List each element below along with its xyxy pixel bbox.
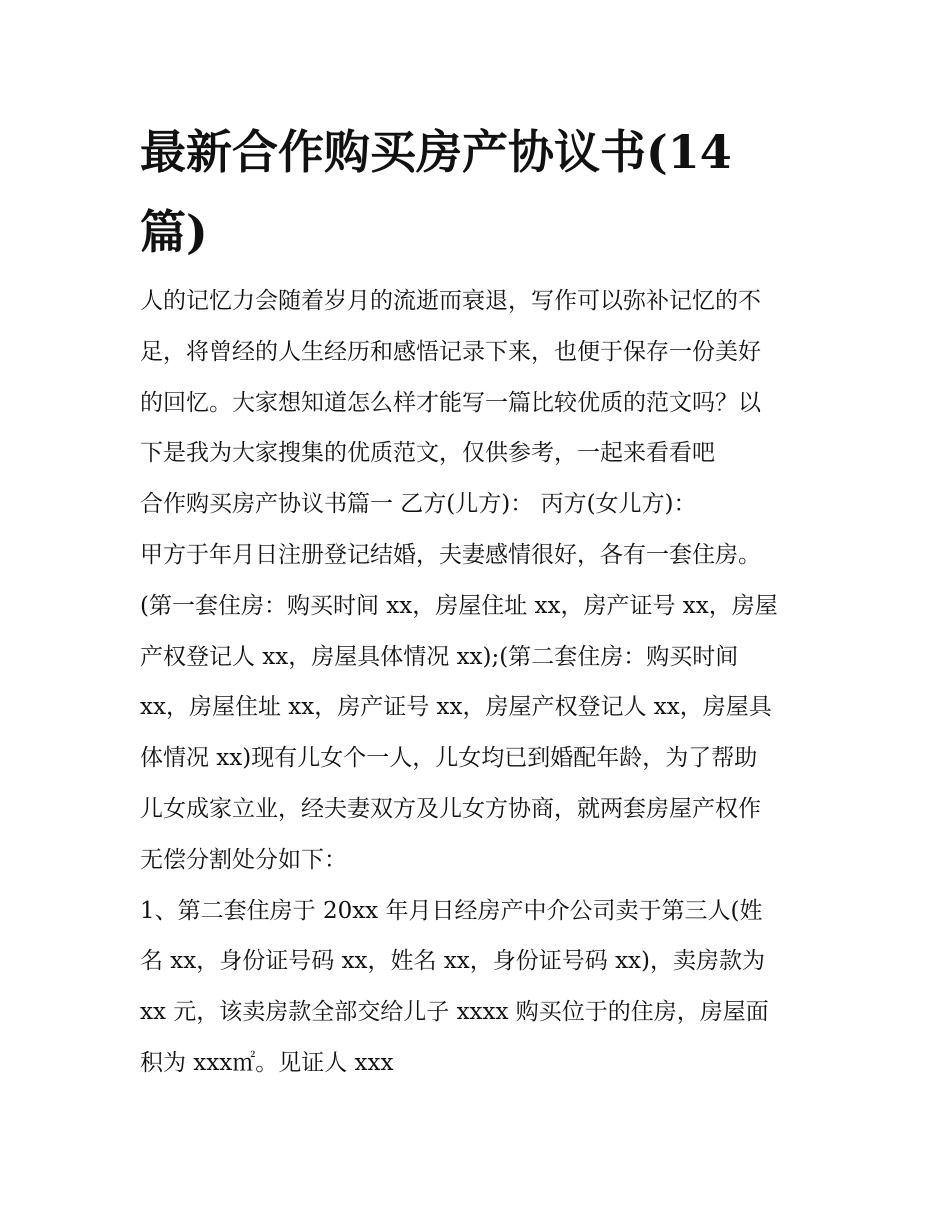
body-line-14: 名 xx，身份证号码 xx，姓名 xx，身份证号码 xx)，卖房款为 [140,948,765,975]
body-line-7: (第一套住房：购买时间 xx，房屋住址 xx，房产证号 xx，房屋 [140,592,778,619]
body-line-2: 足，将曾经的人生经历和感悟记录下来，也便于保存一份美好 [140,338,761,365]
body-line-11: 儿女成家立业，经夫妻双方及儿女方协商，就两套房屋产权作 [140,795,761,822]
title-line-1: 最新合作购买房产协议书(14 [140,125,732,179]
body-line-1: 人的记忆力会随着岁月的流逝而衰退，写作可以弥补记忆的不 [140,288,761,314]
body-line-16: 积为 xxx㎡。见证人 xxx [140,1049,394,1076]
body-line-5: 合作购买房产协议书篇一 乙方(儿方)： 丙方(女儿方)： [140,491,697,518]
body-line-12: 无偿分割处分如下： [140,846,347,873]
body-line-4: 下是我为大家搜集的优质范文，仅供参考，一起来看看吧 [140,440,715,467]
body-line-15: xx 元，该卖房款全部交给儿子 xxxx 购买位于的住房，房屋面 [140,999,769,1026]
document-title [140,112,820,272]
document-body [140,276,812,1089]
title-line-2: 篇) [140,205,208,259]
body-line-9: xx，房屋住址 xx，房产证号 xx，房屋产权登记人 xx，房屋具 [140,694,772,721]
body-line-8: 产权登记人 xx，房屋具体情况 xx);(第二套住房：购买时间 [140,643,739,670]
body-line-13: 1、第二套住房于 20xx 年月日经房产中介公司卖于第三人(姓 [140,897,763,924]
body-line-3: 的回忆。大家想知道怎么样才能写一篇比较优质的范文吗？以 [140,389,761,416]
body-line-10: 体情况 xx)现有儿女个一人，儿女均已到婚配年龄，为了帮助 [140,745,758,772]
body-line-6: 甲方于年月日注册登记结婚，夫妻感情很好，各有一套住房。 [140,541,761,568]
